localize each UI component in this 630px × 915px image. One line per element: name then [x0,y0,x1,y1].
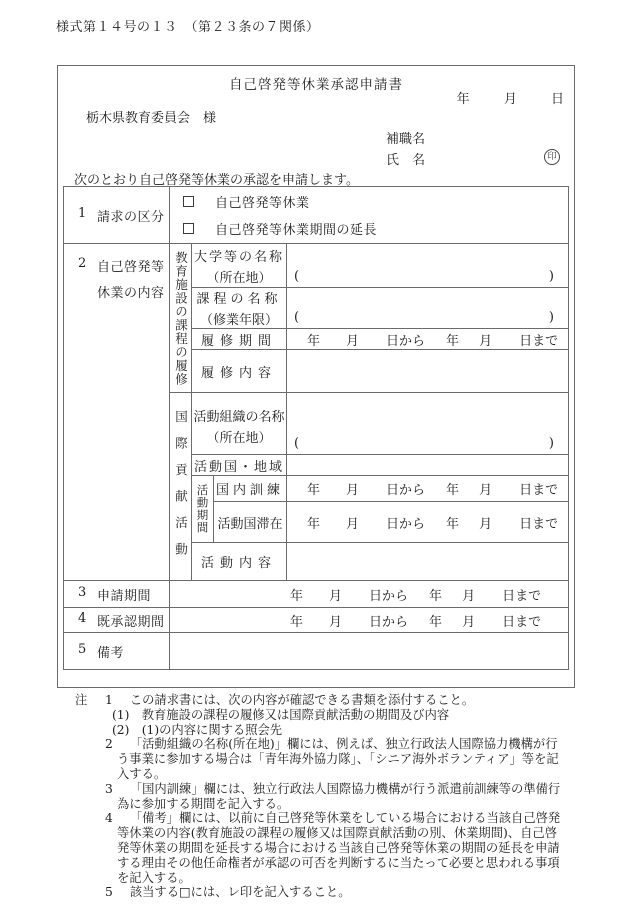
notes-heading: 注 [75,693,88,707]
row1-label: 請求の区分 [97,209,165,225]
paren-close: ) [548,310,554,325]
row-application-period [64,580,568,607]
study-content-row [192,349,568,392]
intro-sentence: 次のとおり自己啓発等休業の承認を申請します。 [74,173,359,188]
paren-open: ( [294,310,300,325]
university-name-label: 大学等の名称 [193,249,284,265]
note-item-3: 3 「国内訓練」欄には、独立行政法人国際協力機構が行う派遣前訓練等の準備行為に参加する期間を記入する。 [105,781,561,811]
organization-location-label: （所在地） [206,431,272,446]
course-name-label: 課程の名称 [196,292,282,307]
course-name-row [192,287,568,328]
education-block [170,244,568,392]
domestic-training-label: 国内訓練 [215,483,284,499]
country-stay-input[interactable]: 年 月 日から 年 月 日まで [307,516,559,532]
form-title: 自己啓発等休業承認申請書 [229,77,403,93]
row5-number: 5 [78,641,87,657]
international-block [170,392,568,580]
application-form-box [57,65,575,688]
organization-name-input[interactable] [287,393,568,454]
date-year-label: 年 [456,92,470,107]
row2-label-line1: 自己啓発等 [97,260,165,275]
name-label: 氏 名 [386,153,426,168]
course-years-label: （修業年限） [199,313,278,328]
date-line [457,88,564,107]
form-style-number: 様式第１４号の１３ （第２３条の７関係） [56,20,320,35]
note-item-5: 5 該当する□には、レ印を記入すること。 [105,885,351,900]
checkbox-icon[interactable] [183,223,194,234]
row-leave-content [64,243,568,580]
row-approved-period [64,607,568,632]
university-name-row [192,244,568,287]
note-item-1-sub-1: (1) 教育施設の課程の履修又は国際貢献活動の期間及び内容 [112,707,450,722]
paren-open: ( [294,269,300,284]
activity-period-vertical-label: 活動期間 [192,476,214,542]
paren-close: ) [548,436,554,452]
row-request-category [64,187,568,243]
education-vertical-label: 教育施設の課程の履修 [170,244,192,392]
activity-content-row [192,542,568,580]
checkbox-option-extension[interactable] [183,219,568,238]
paren-open: ( [294,436,300,452]
study-content-label: 履修内容 [200,365,277,381]
checkbox-label: 自己啓発等休業 [215,196,310,211]
addressee: 栃木県教育委員会 様 [86,111,217,126]
study-period-input[interactable]: 年 月 日から 年 月 日まで [307,333,559,349]
international-vertical-label: 国際貢献活動 [170,393,192,580]
date-day-label: 日 [550,92,564,107]
row4-number: 4 [78,610,87,626]
study-period-label: 履修期間 [200,333,277,349]
university-location-label: （所在地） [206,270,272,286]
checkbox-option-leave[interactable] [183,192,568,211]
application-table [63,186,569,670]
row2-label-line2: 休業の内容 [97,286,165,301]
note-item-1: 1 この請求書には、次の内容が確認できる書類を添付すること。 [105,693,475,707]
row5-label: 備考 [97,645,125,661]
row1-number: 1 [78,205,87,221]
country-stay-row [214,501,568,542]
activity-period-block [192,475,568,542]
checkbox-icon[interactable] [183,196,194,207]
study-content-input[interactable] [287,350,568,392]
row3-number: 3 [78,584,87,600]
remarks-input[interactable] [170,633,568,669]
row1-header-cell [64,187,170,243]
activity-region-input[interactable] [287,455,568,475]
note-item-4: 4 「備考」欄には、以前に自己啓発等休業をしている場合における当該自己啓発等休業の内容(教育施設の課程の履修又は国際貢献活動の別、休業期間)、自己啓発等休業の期間を延長する場合における当該自己啓発等休業の期間の延長を申請する理由その他任命権者が承認の可否を判断するに当たって必要と思われる事項を記入する。 [105,811,561,885]
date-month-label: 月 [503,92,517,107]
row2-body [170,244,568,580]
checkbox-label: 自己啓発等休業期間の延長 [215,223,378,238]
application-period-input[interactable]: 年 月 日から 年 月 日まで [290,588,542,604]
row3-label: 申請期間 [97,588,152,604]
row1-value-cell [170,187,568,243]
row2-header-cell [64,244,170,580]
position-title-label: 補職名 [386,132,426,147]
seal-icon: 印 [544,149,560,165]
domestic-training-row [214,476,568,501]
organization-name-label: 活動組織の名称 [193,410,285,425]
country-stay-label: 活動国滞在 [217,516,283,532]
university-name-input[interactable] [287,244,568,287]
paren-close: ) [548,269,554,284]
domestic-training-input[interactable]: 年 月 日から 年 月 日まで [307,483,559,499]
approved-period-input[interactable]: 年 月 日から 年 月 日まで [290,614,542,630]
organization-row [192,393,568,454]
activity-region-label: 活動国・地域 [193,459,284,475]
activity-content-input[interactable] [287,543,568,580]
activity-region-row [192,454,568,475]
course-name-input[interactable] [287,288,568,328]
note-item-2: 2 「活動組織の名称(所在地)」欄には、例えば、独立行政法人国際協力機構が行う事業に参加する場合は「青年海外協力隊」、「シニア海外ボランティア」等を記入する。 [105,737,559,781]
row2-number: 2 [78,256,87,271]
activity-content-label: 活動内容 [200,556,277,572]
row-remarks [64,632,568,669]
note-item-1-sub-2: (2) (1)の内容に関する照会先 [112,722,283,737]
row4-label: 既承認期間 [97,614,165,630]
study-period-row [192,328,568,349]
notes-section [75,693,569,900]
